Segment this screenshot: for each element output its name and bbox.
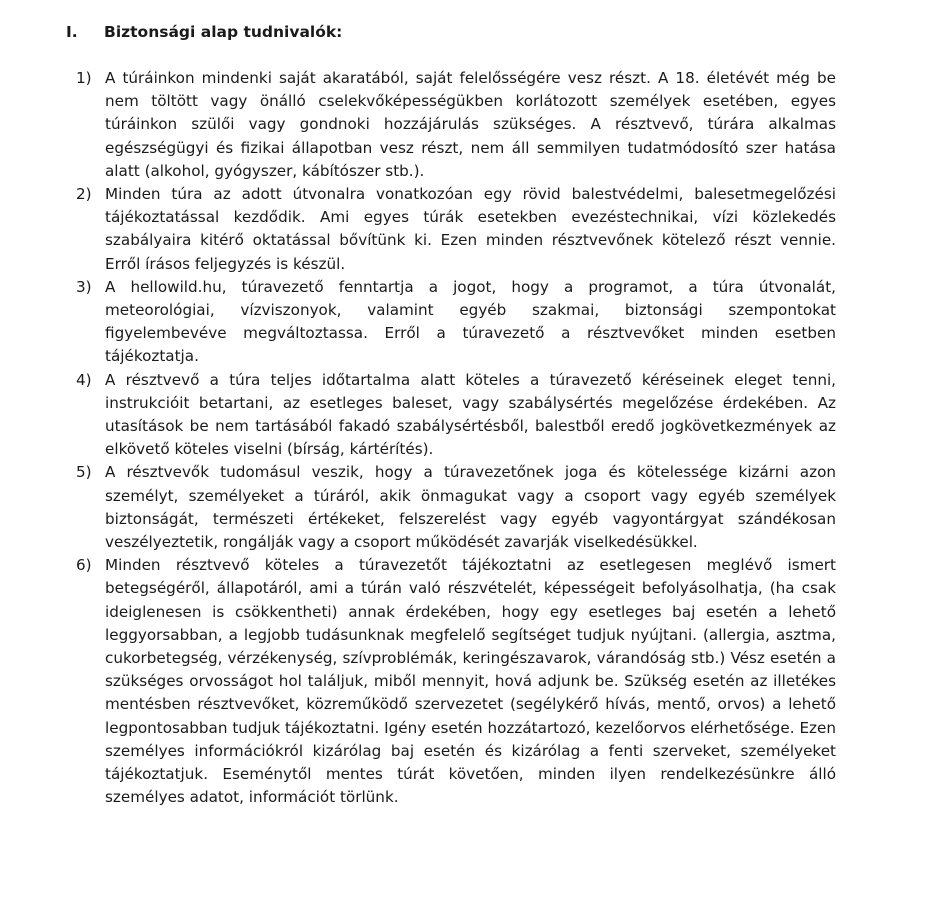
section-number: I. bbox=[66, 23, 78, 41]
list-item bbox=[66, 183, 836, 276]
list-item bbox=[66, 276, 836, 369]
list-item-number: 5) bbox=[76, 463, 92, 482]
list-item-number: 1) bbox=[76, 69, 92, 87]
list-item-number: 3) bbox=[76, 277, 92, 296]
list-item-text: A túráinkon mindenki saját akaratából, saját felelősségére vesz részt. A 18. életévét még be nem töltött vagy önálló cselekvőképességükben korlátozott személyek esetében, egyes túráinkon szülői vagy gondnoki hozzájárulás szükséges. A résztvevő, túrára alkalmas egészségügyi és fizikai állapotban vesz részt, nem áll semmilyen tudatmódosító szer hatása alatt (alkohol, gyógyszer, kábítószer stb.). bbox=[105, 69, 836, 180]
list-item-text: A hellowild.hu, túravezető fenntartja a jogot, hogy a programot, a túra útvonalát, meteorológiai, vízviszonyok, valamint egyéb szakmai, biztonsági szempontokat figyelembevéve megváltoztassa. Erről a túravezető a résztvevőket minden esetben tájékoztatja. bbox=[105, 277, 836, 366]
list-item-text: Minden túra az adott útvonalra vonatkozóan egy rövid balestvédelmi, balesetmegelőzési tájékoztatással kezdődik. Ami egyes túrák esetekben evezéstechnikai, vízi közlekedés szabályaira kitérő oktatással bővítünk ki. Ezen minden résztvevőnek kötelező részt vennie. Erről írásos feljegyzés is készül. bbox=[105, 185, 836, 273]
list-item bbox=[66, 554, 836, 809]
list-item-number: 6) bbox=[76, 556, 92, 575]
list-item bbox=[66, 369, 836, 462]
list-item bbox=[66, 461, 836, 554]
rules-list bbox=[66, 67, 836, 810]
list-item-number: 2) bbox=[76, 185, 92, 204]
list-item-text: Minden résztvevő köteles a túravezetőt tájékoztatni az esetlegesen meglévő ismert betegségéről, állapotáról, ami a túrán való részvételét, képességeit befolyásolhatja, (ha csak ideiglenesen is csökkentheti) annak érdekében, hogy egy esetleges baj esetén a lehető leggyorsabban, a legjobb tudásunknak megfelelő segítséget tudjuk nyújtani. (allergia, asztma, cukorbetegség, vérzékenység, szívproblémák, keringészavarok, várandóság stb.) Vész esetén a szükséges orvosságot hol találjuk, miből mennyit, hová adjunk be. Szükség esetén az illetékes mentésben résztvevőket, közreműködő szervezetet (segélykérő hívás, mentő, orvos) a lehető legpontosabban tudjuk tájékoztatni. Igény esetén hozzátartozó, kezelőorvos elérhetősége. Ezen személyes információkról kizárólag baj esetén és kizárólag a fenti szerveket, személyeket tájékoztatjuk. Eseménytől mentes túrát követően, minden ilyen rendelkezésünkre álló személyes adatot, információt törlünk. bbox=[105, 556, 836, 807]
list-item-text: A résztvevők tudomásul veszik, hogy a túravezetőnek joga és kötelessége kizárni azon személyt, személyeket a túráról, akik önmagukat vagy a csoport vagy egyéb személyek biztonságát, természeti értékeket, felszerelést vagy egyéb vagyontárgyat szándékosan veszélyeztetik, rongálják vagy a csoport működését zavarják viselkedésükkel. bbox=[105, 463, 836, 552]
list-item-number: 4) bbox=[76, 370, 92, 389]
list-item-text: A résztvevő a túra teljes időtartalma alatt köteles a túravezető kéréseinek eleget tenni, instrukcióit betartani, az esetleges baleset, vagy szabálysértés megelőzése érdekében. Az utasítások be nem tartásából fakadó szabálysértésből, balestből eredő jogkövetkezmények az elkövető köteles viselni (bírság, kártérítés). bbox=[105, 370, 836, 459]
list-item bbox=[66, 67, 836, 183]
section-title: Biztonsági alap tudnivalók: bbox=[104, 23, 343, 41]
section-heading bbox=[66, 21, 342, 43]
